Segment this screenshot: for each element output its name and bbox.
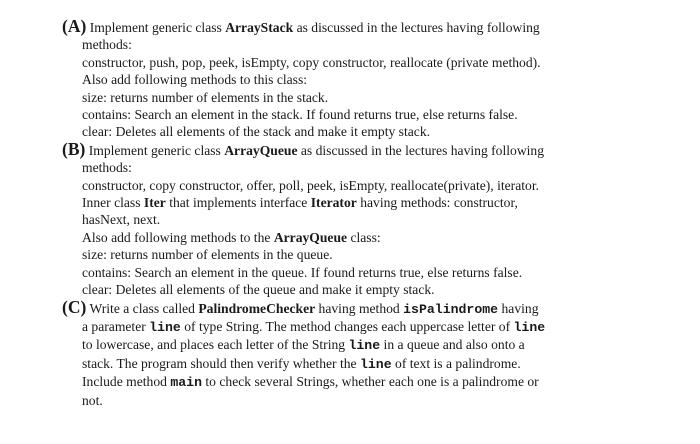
section-a-line-7: clear: Deletes all elements of the stack and make it empty stack.: [82, 124, 431, 140]
text: stack. The program should then verify whether the: [82, 355, 360, 371]
section-b-line-8: contains: Search an element in the queue. If found returns true, else returns false.: [82, 264, 523, 280]
text: to lowercase, and places each letter of the String: [82, 337, 349, 353]
section-a-line-6: contains: Search an element in the stack. If found returns true, else returns false.: [82, 107, 518, 123]
text: having methods: constructor,: [356, 195, 518, 211]
class-name-arrayqueue: ArrayQueue: [273, 229, 348, 245]
section-a-line-2: methods:: [82, 37, 132, 53]
text: of text is a palindrome.: [391, 355, 521, 371]
section-c-label: (C): [62, 296, 87, 317]
section-b-line-5: hasNext, next.: [82, 212, 161, 228]
section-b-line-4: [62, 194, 662, 211]
text: of type String. The method changes each uppercase letter of: [180, 318, 514, 334]
text: Include method: [82, 374, 171, 390]
section-c-line-4: [62, 355, 662, 373]
section-c: [62, 296, 662, 409]
section-a: [62, 18, 662, 141]
text: a parameter: [82, 318, 150, 334]
class-name-iter: Iter: [143, 195, 166, 211]
section-c-line-5: [62, 373, 662, 391]
section-c-line-6: not.: [82, 392, 103, 408]
section-b-line-2: methods:: [82, 160, 132, 176]
section-a-line-1: [62, 18, 662, 36]
text: that implements interface: [165, 195, 311, 211]
text: as discussed in the lectures having following: [297, 142, 545, 158]
section-c-line-3: [62, 336, 662, 354]
text: to check several Strings, whether each one is a palindrome or: [202, 374, 539, 390]
class-name-arrayqueue: ArrayQueue: [224, 142, 298, 158]
section-b-line-7: size: returns number of elements in the queue.: [82, 247, 333, 263]
param-name-line: line: [149, 319, 181, 335]
param-name-line: line: [359, 356, 392, 372]
section-b-line-6: [62, 229, 662, 246]
section-c-line-2: [62, 318, 662, 336]
text: Implement generic class: [86, 20, 226, 35]
section-b: [62, 138, 662, 299]
text: class:: [347, 229, 381, 245]
section-b-line-9: clear: Deletes all elements of the queue and make it empty stack.: [82, 282, 435, 298]
class-name-palindromechecker: PalindromeChecker: [198, 300, 316, 316]
class-name-arraystack: ArrayStack: [225, 20, 294, 35]
param-name-line: line: [513, 319, 546, 335]
text: as discussed in the lectures having following: [293, 20, 540, 35]
text: having: [498, 300, 539, 316]
section-b-line-3: constructor, copy constructor, offer, poll, peek, isEmpty, reallocate(private), iterator.: [82, 177, 539, 193]
text: having method: [315, 300, 404, 316]
interface-name-iterator: Iterator: [310, 195, 357, 211]
section-a-line-3: constructor, push, pop, peek, isEmpty, copy constructor, reallocate (private method).: [82, 54, 541, 70]
text: Also add following methods to the: [82, 229, 274, 245]
param-name-line: line: [348, 338, 381, 354]
text: in a queue and also onto a: [380, 337, 525, 353]
section-a-line-5: size: returns number of elements in the stack.: [82, 89, 329, 105]
section-c-line-1: [62, 296, 662, 318]
text: Inner class: [82, 195, 144, 211]
section-a-label: (A): [62, 16, 87, 36]
section-b-line-1: [62, 138, 662, 159]
text: Write a class called: [86, 300, 199, 316]
method-name-main: main: [170, 375, 202, 391]
text: Implement generic class: [85, 142, 225, 158]
section-a-line-4: Also add following methods to this class:: [82, 72, 308, 88]
section-b-label: (B): [62, 138, 86, 159]
method-name-ispalindrome: isPalindrome: [403, 301, 499, 317]
assignment-document: [62, 18, 662, 409]
